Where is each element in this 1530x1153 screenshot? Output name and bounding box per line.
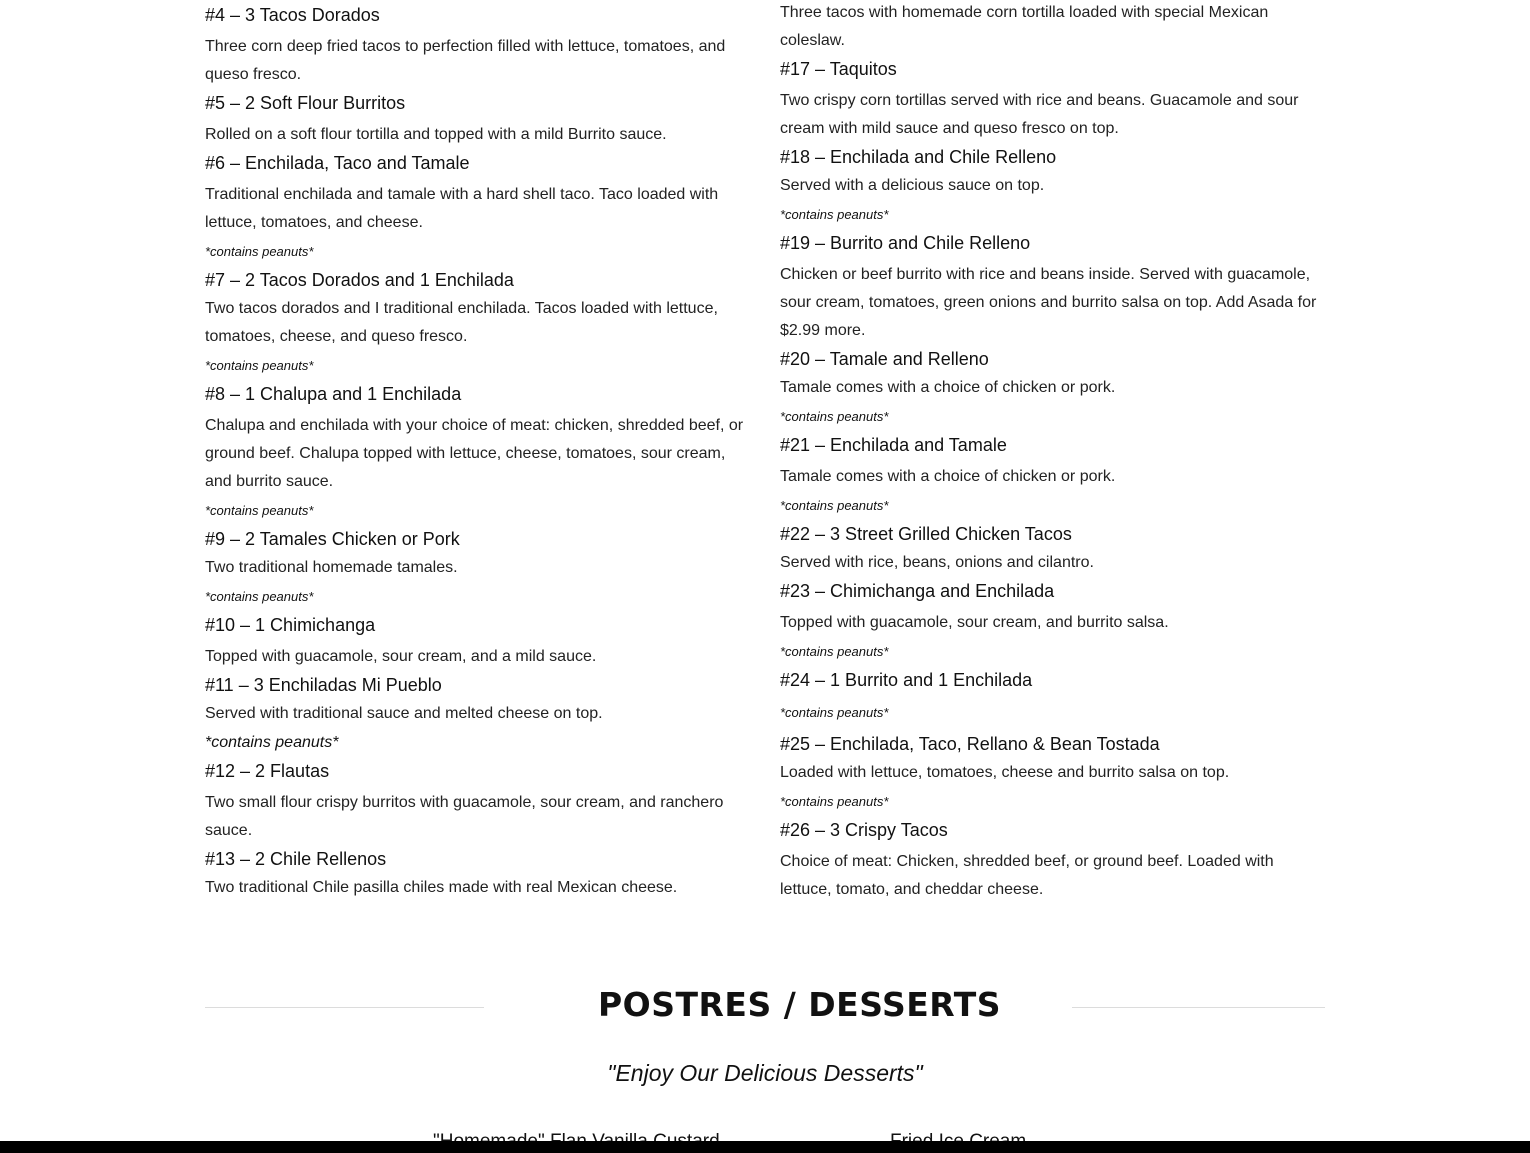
- menu-item-description: Loaded with lettuce, tomatoes, cheese and burrito salsa on top.: [780, 764, 1230, 781]
- menu-item: [780, 55, 1325, 143]
- menu-item-description: Two crispy corn tortillas served with rice and beans. Guacamole and sour cream with mild sauce and queso fresco on top.: [780, 92, 1299, 137]
- menu-item-description: Topped with guacamole, sour cream, and a mild sauce.: [205, 648, 597, 665]
- divider-line: [1072, 1007, 1325, 1008]
- peanut-warning: *contains peanuts*: [780, 409, 889, 424]
- menu-item-title: #18 – Enchilada and Chile Relleno: [780, 147, 1057, 167]
- menu-item-title: #7 – 2 Tacos Dorados and 1 Enchilada: [205, 270, 514, 290]
- menu-item: [780, 727, 1325, 816]
- peanut-warning: *contains peanuts*: [205, 358, 314, 373]
- menu-item-description: Choice of meat: Chicken, shredded beef, or ground beef. Loaded with lettuce, tomato, and cheddar cheese.: [780, 853, 1274, 898]
- menu-item: [205, 1, 750, 89]
- menu-item-title: #9 – 2 Tamales Chicken or Pork: [205, 529, 460, 549]
- menu-item-description: Two traditional homemade tamales.: [205, 559, 458, 576]
- menu-item-description: Two small flour crispy burritos with guacamole, sour cream, and ranchero sauce.: [205, 794, 724, 839]
- menu-item: [205, 149, 750, 266]
- menu-item: [205, 845, 750, 902]
- menu-item: [780, 666, 1325, 727]
- menu-item: [205, 525, 750, 611]
- menu-item-title: #19 – Burrito and Chile Relleno: [780, 233, 1031, 253]
- menu-item: [780, 143, 1325, 229]
- divider-line: [205, 1007, 484, 1008]
- peanut-warning: *contains peanuts*: [780, 705, 889, 720]
- bottom-bar: [0, 1141, 1530, 1153]
- menu-item: [205, 611, 750, 671]
- peanut-warning: *contains peanuts*: [205, 589, 314, 604]
- menu-item-description: Served with a delicious sauce on top.: [780, 177, 1045, 194]
- menu-item: [205, 757, 750, 845]
- menu-item-title: #24 – 1 Burrito and 1 Enchilada: [780, 670, 1033, 690]
- menu-item: [780, 431, 1325, 520]
- peanut-warning: *contains peanuts*: [205, 503, 314, 518]
- peanut-warning: *contains peanuts*: [780, 644, 889, 659]
- menu-item-description: Chicken or beef burrito with rice and beans inside. Served with guacamole, sour cream, tomatoes, green onions and burrito salsa on top. Add Asada for $2.99 more.: [780, 266, 1317, 339]
- menu-item: [205, 266, 750, 380]
- menu-item-title: #10 – 1 Chimichanga: [205, 615, 376, 635]
- menu-item-title: #12 – 2 Flautas: [205, 761, 330, 781]
- menu-item-description: Tamale comes with a choice of chicken or pork.: [780, 379, 1116, 396]
- menu-item: [205, 380, 750, 525]
- peanut-warning: *contains peanuts*: [205, 244, 314, 259]
- menu-item-description: Two traditional Chile pasilla chiles made with real Mexican cheese.: [205, 879, 678, 896]
- menu-column-left: [205, 1, 750, 902]
- menu-item-description: Served with rice, beans, onions and cilantro.: [780, 554, 1094, 571]
- menu-item: [780, 345, 1325, 431]
- menu-column-right: [780, 0, 1325, 904]
- menu-item-title: #26 – 3 Crispy Tacos: [780, 820, 948, 840]
- menu-item-title: #23 – Chimichanga and Enchilada: [780, 581, 1055, 601]
- peanut-warning: *contains peanuts*: [780, 794, 889, 809]
- menu-item-description: Tamale comes with a choice of chicken or pork.: [780, 468, 1116, 485]
- menu-item-description: Traditional enchilada and tamale with a hard shell taco. Taco loaded with lettuce, tomatoes, and cheese.: [205, 186, 719, 231]
- menu-item: [205, 671, 750, 757]
- menu-item-description: Three corn deep fried tacos to perfection filled with lettuce, tomatoes, and queso fresco.: [205, 38, 726, 83]
- menu-item-title: #13 – 2 Chile Rellenos: [205, 849, 387, 869]
- peanut-warning: *contains peanuts*: [780, 498, 889, 513]
- menu-item-description: Two tacos dorados and I traditional enchilada. Tacos loaded with lettuce, tomatoes, cheese, and queso fresco.: [205, 300, 718, 345]
- section-subtitle: "Enjoy Our Delicious Desserts": [607, 1060, 923, 1086]
- desserts-section-header: [205, 980, 1325, 1034]
- menu-item: [780, 520, 1325, 577]
- menu-item-title: #6 – Enchilada, Taco and Tamale: [205, 153, 470, 173]
- menu-item: [780, 816, 1325, 904]
- menu-item-title: #21 – Enchilada and Tamale: [780, 435, 1007, 455]
- menu-item-title: #17 – Taquitos: [780, 59, 897, 79]
- menu-item: [780, 229, 1325, 345]
- section-title: POSTRES / DESSERTS: [598, 985, 1002, 1024]
- menu-item-title: #25 – Enchilada, Taco, Rellano & Bean Tostada: [780, 734, 1160, 754]
- menu-item-title: #20 – Tamale and Relleno: [780, 349, 989, 369]
- peanut-warning: *contains peanuts*: [780, 207, 889, 222]
- menu-item: [780, 577, 1325, 666]
- menu-item-title: #4 – 3 Tacos Dorados: [205, 5, 380, 25]
- menu-item-title: #11 – 3 Enchiladas Mi Pueblo: [205, 675, 442, 695]
- menu-item: [205, 89, 750, 149]
- menu-item-description: Served with traditional sauce and melted cheese on top.: [205, 705, 603, 722]
- menu-item-description: Chalupa and enchilada with your choice of meat: chicken, shredded beef, or ground beef. Chalupa topped with lettuce, cheese, tomatoes, sour cream, and burrito sauce.: [205, 417, 744, 490]
- menu-item-description: Topped with guacamole, sour cream, and burrito salsa.: [780, 614, 1169, 631]
- menu-item-description: Rolled on a soft flour tortilla and topped with a mild Burrito sauce.: [205, 126, 667, 143]
- menu-item-description: Three tacos with homemade corn tortilla loaded with special Mexican coleslaw.: [780, 4, 1269, 49]
- menu-item-title: #5 – 2 Soft Flour Burritos: [205, 93, 406, 113]
- menu-item-title: #22 – 3 Street Grilled Chicken Tacos: [780, 524, 1072, 544]
- menu-item-title: #8 – 1 Chalupa and 1 Enchilada: [205, 384, 462, 404]
- peanut-warning: *contains peanuts*: [205, 734, 339, 751]
